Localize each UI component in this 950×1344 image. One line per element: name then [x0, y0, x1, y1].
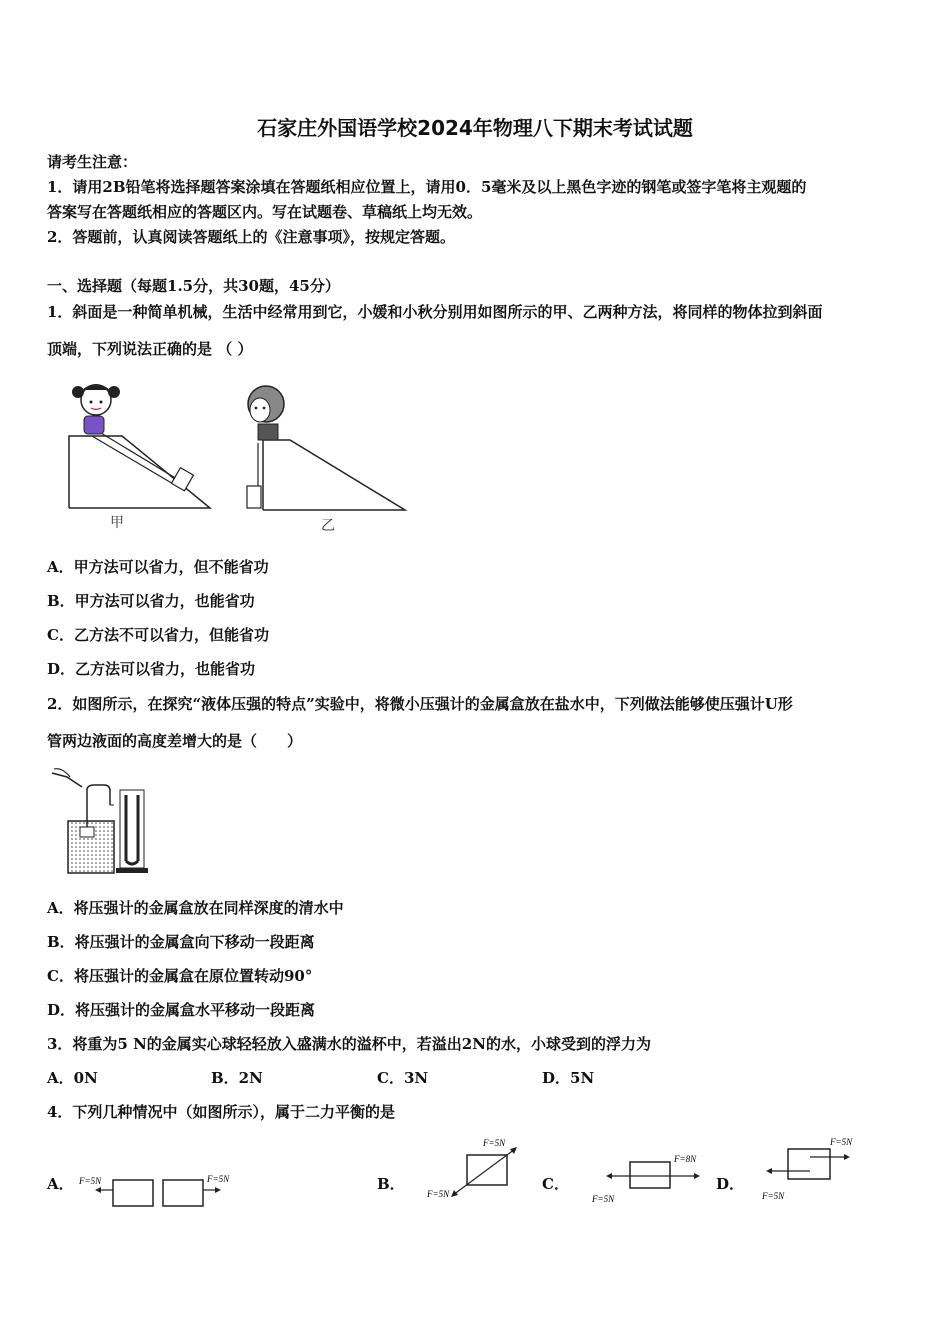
boy-body: [258, 424, 278, 440]
q1-stem-line-1: 1．斜面是一种简单机械，生活中经常用到它，小媛和小秋分别用如图所示的甲、乙两种方法，将同样的物体拉到斜面: [47, 303, 823, 321]
fig-c-right-force: F=8N: [674, 1154, 697, 1164]
page-title: 石家庄外国语学校2024年物理八下期末考试试题: [257, 116, 693, 140]
q1-option-d[interactable]: D．乙方法可以省力，也能省功: [47, 660, 256, 678]
label-yi: 乙: [321, 518, 335, 534]
notice-1-line-2: 答案写在答题纸相应的答题区内。写在试题卷、草稿纸上均无效。: [47, 203, 483, 221]
fig-b-top-force: F=5N: [483, 1138, 506, 1148]
q2-option-c[interactable]: C．将压强计的金属盒在原位置转动90°: [47, 967, 313, 985]
q4-option-b[interactable]: B．: [377, 1175, 405, 1193]
fig-d-top-force: F=5N: [830, 1137, 853, 1147]
q2-stem-line-2: 管两边液面的高度差增大的是（ ）: [47, 732, 303, 750]
q4-option-d[interactable]: D．: [716, 1175, 745, 1193]
q3-option-b[interactable]: B．2N: [211, 1069, 263, 1087]
q1-option-c[interactable]: C．乙方法不可以省力，但能省功: [47, 626, 269, 644]
q4-option-c[interactable]: C．: [542, 1175, 569, 1193]
girl-body: [84, 416, 104, 434]
q1-option-a[interactable]: A．甲方法可以省力，但不能省功: [47, 558, 269, 576]
q4-fig-b: [425, 1135, 525, 1205]
notice-2: 2．答题前，认真阅读答题纸上的《注意事项》，按规定答题。: [47, 228, 455, 246]
fig-a-left-force: F=5N: [79, 1176, 102, 1186]
label-jia: 甲: [110, 515, 124, 531]
q2-option-b[interactable]: B．将压强计的金属盒向下移动一段距离: [47, 933, 315, 951]
fig-d-bottom-force: F=5N: [762, 1191, 785, 1201]
section-heading: 一、选择题（每题1.5分，共30题，45分）: [47, 277, 340, 295]
q2-option-a[interactable]: A．将压强计的金属盒放在同样深度的清水中: [47, 899, 344, 917]
q1-figure: [40, 370, 420, 540]
incline-yi-figure: [247, 386, 405, 510]
fig-a-right-force: F=5N: [207, 1174, 230, 1184]
q3-option-a[interactable]: A．0N: [47, 1069, 98, 1087]
q3-option-c[interactable]: C．3N: [377, 1069, 429, 1087]
pressure-gauge-figure: [52, 769, 148, 873]
u-tube-stand: [120, 790, 144, 868]
q4-fig-d: [760, 1135, 870, 1205]
q3-option-d[interactable]: D．5N: [542, 1069, 595, 1087]
q3-stem: 3．将重为5 N的金属实心球轻轻放入盛满水的溢杯中，若溢出2N的水，小球受到的浮力为: [47, 1035, 651, 1053]
q2-figure: [42, 765, 162, 880]
notice-1-line-1: 1．请用2B铅笔将选择题答案涂填在答题纸相应位置上，请用0．5毫米及以上黑色字迹的钢笔或签字笔将主观题的: [47, 178, 807, 196]
q1-stem-line-2: 顶端，下列说法正确的是 （ ）: [47, 340, 253, 358]
incline-jia-figure: [69, 384, 210, 508]
q2-option-d[interactable]: D．将压强计的金属盒水平移动一段距离: [47, 1001, 316, 1019]
q4-stem: 4．下列几种情况中（如图所示），属于二力平衡的是: [47, 1103, 395, 1121]
q1-option-b[interactable]: B．甲方法可以省力，也能省功: [47, 592, 255, 610]
q4-option-a[interactable]: A．: [47, 1175, 74, 1193]
notice-heading: 请考生注意：: [47, 153, 138, 171]
q2-stem-line-1: 2．如图所示，在探究“液体压强的特点”实验中，将微小压强计的金属盒放在盐水中，下列做法能够使压强计U形: [47, 695, 793, 713]
fig-b-bottom-force: F=5N: [427, 1189, 450, 1199]
fig-c-left-force: F=5N: [592, 1194, 615, 1204]
q4-fig-a: [75, 1168, 245, 1218]
q4-fig-c: [588, 1150, 718, 1205]
